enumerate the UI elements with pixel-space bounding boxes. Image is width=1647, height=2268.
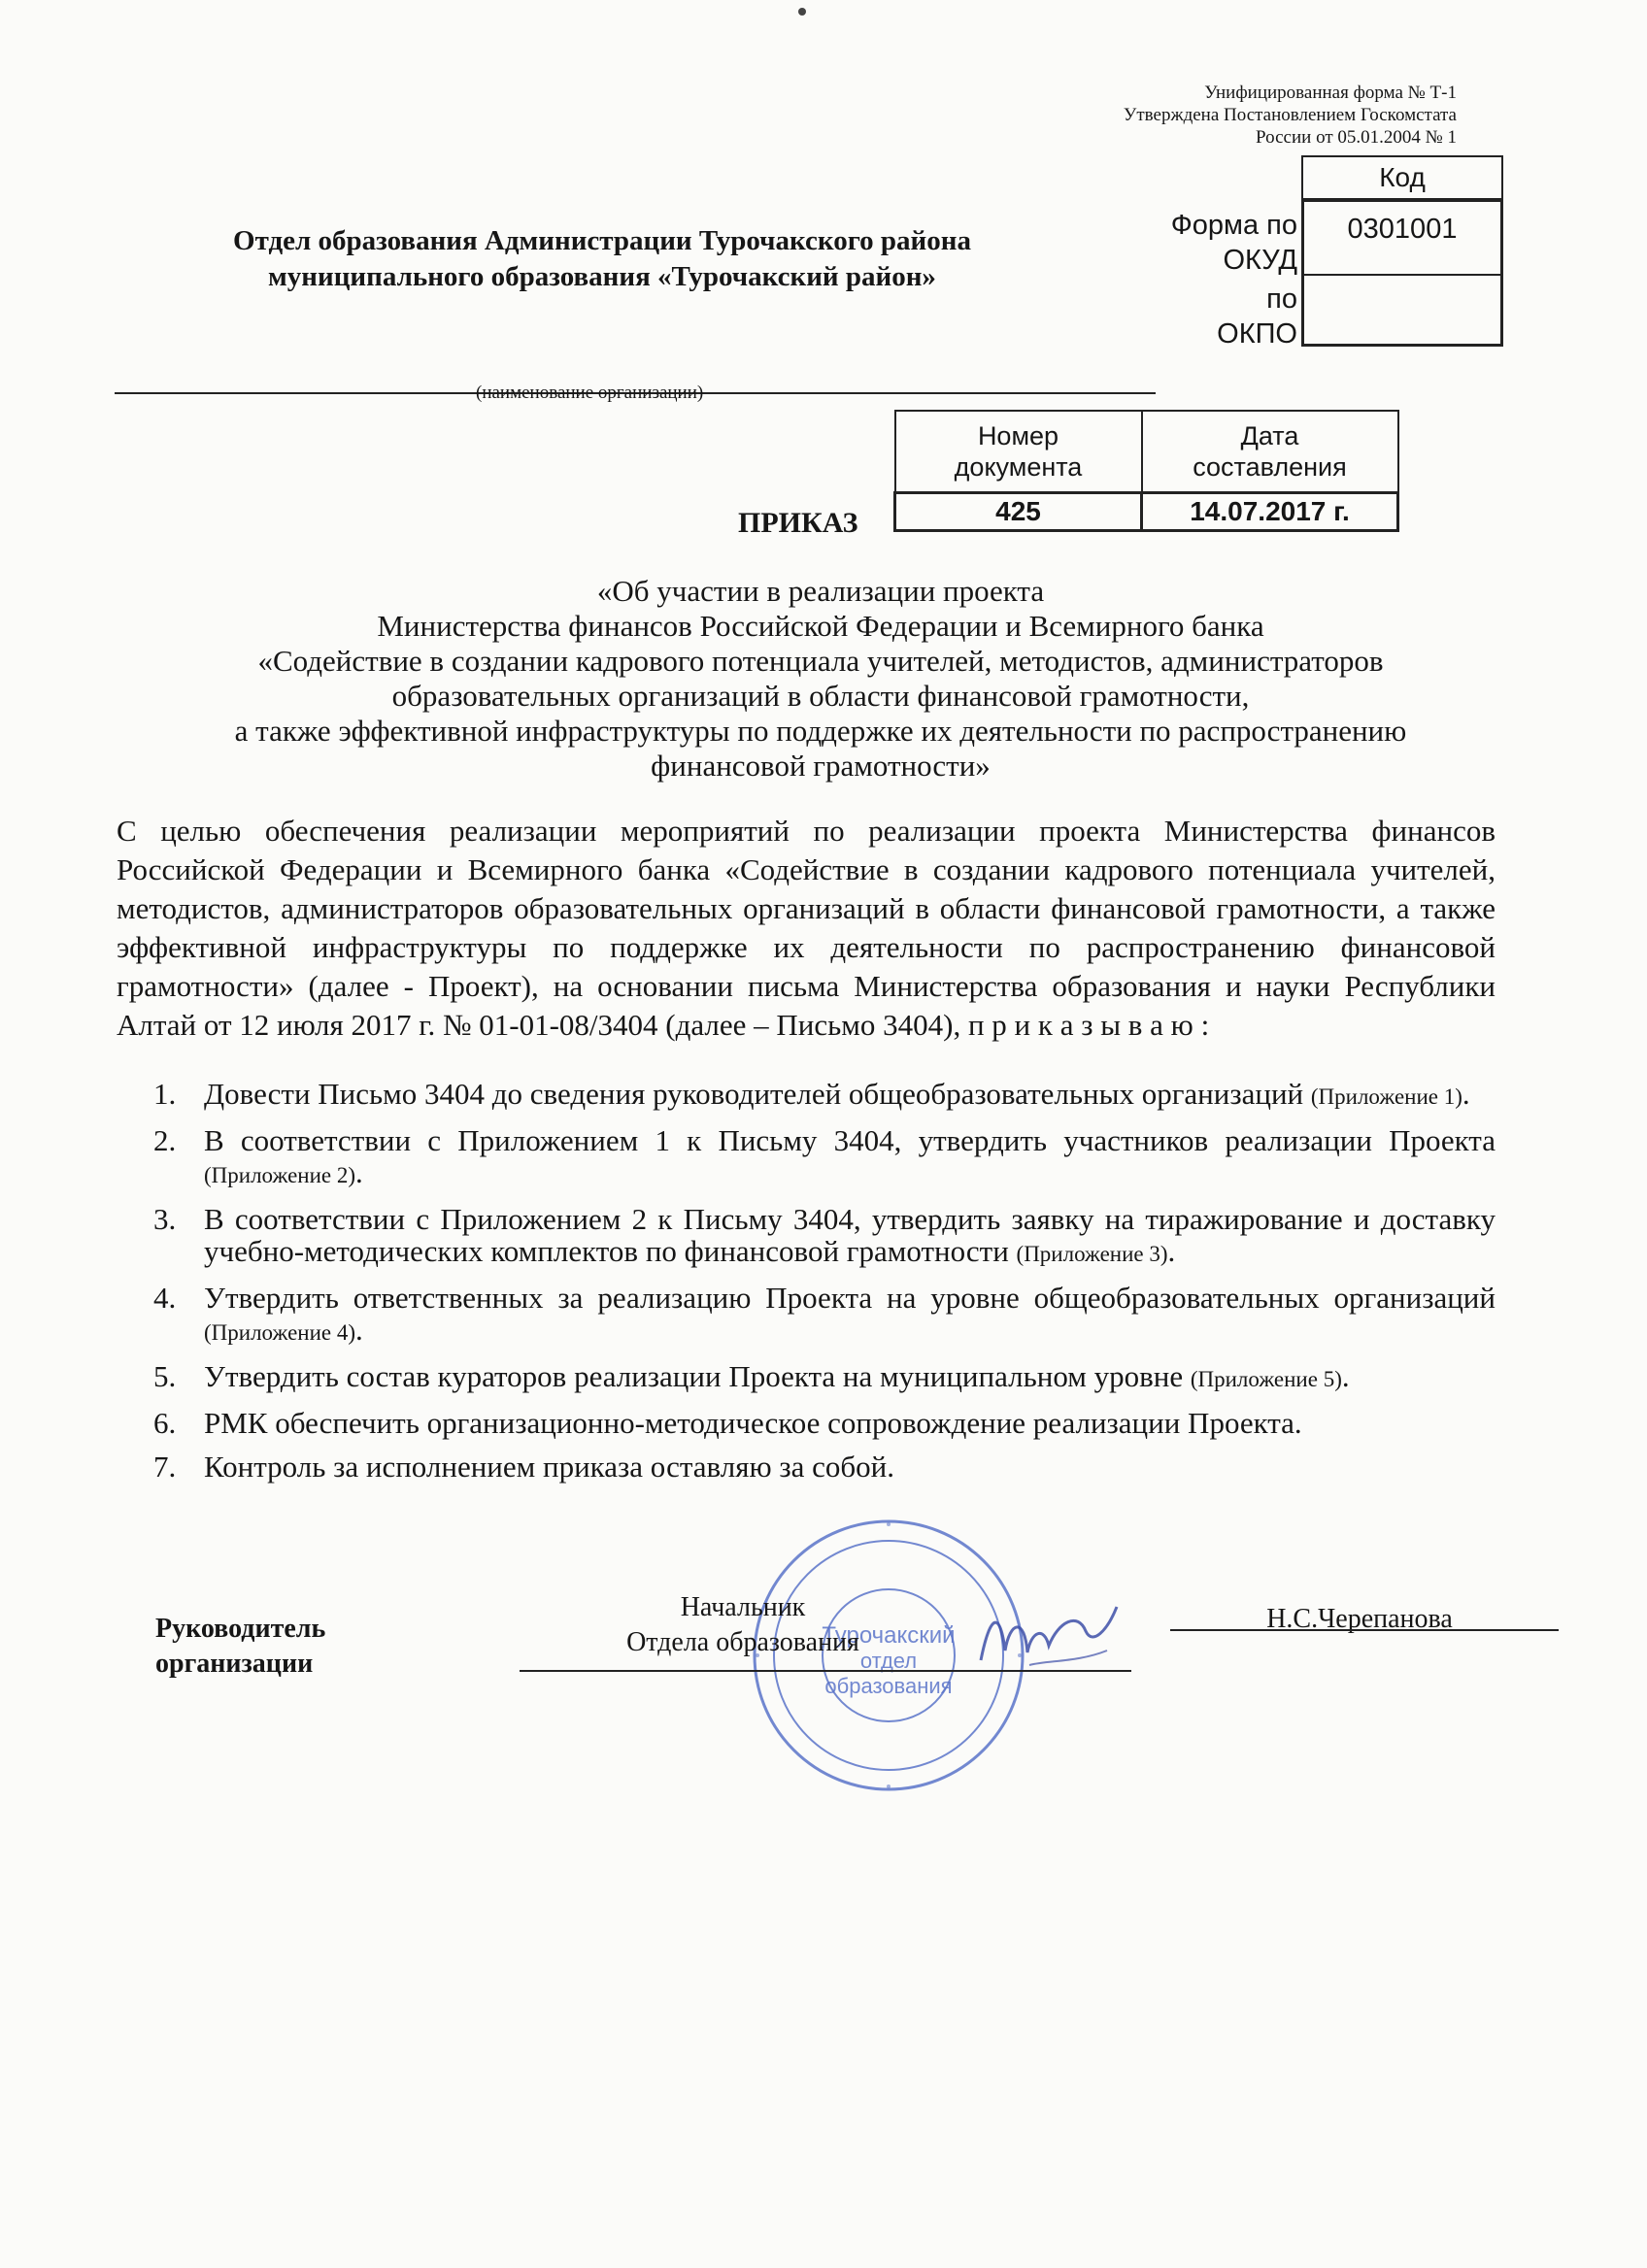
item-note: (Приложение 5) bbox=[1190, 1367, 1342, 1391]
item-number: 6. bbox=[153, 1406, 177, 1440]
signatory-position-line: Начальник bbox=[680, 1592, 806, 1622]
subject-line: «Содействие в создании кадрового потенциала учителей, методистов, администраторов bbox=[257, 644, 1384, 678]
date-header-line: составления bbox=[1193, 452, 1347, 482]
order-item bbox=[136, 1078, 1496, 1113]
order-item bbox=[136, 1203, 1496, 1270]
organization-name-line: Отдел образования Администрации Турочакского района bbox=[233, 225, 971, 256]
item-tail: . bbox=[1167, 1234, 1176, 1268]
subject-line: а также эффективной инфраструктуры по поддержке их деятельности по распространению bbox=[234, 714, 1407, 748]
okpo-value bbox=[1304, 276, 1500, 344]
subject-line: финансовой грамотности» bbox=[651, 749, 991, 783]
organization-caption: (наименование организации) bbox=[476, 383, 704, 403]
signatory-name: Н.С.Черепанова bbox=[1266, 1604, 1453, 1634]
order-item bbox=[136, 1124, 1496, 1191]
item-text: В соответствии с Приложением 1 к Письму 3404, утвердить участников реализации Проекта bbox=[204, 1123, 1496, 1157]
order-item bbox=[136, 1360, 1496, 1395]
item-tail: . bbox=[355, 1155, 363, 1189]
okud-value: 0301001 bbox=[1304, 202, 1500, 276]
item-text: Довести Письмо 3404 до сведения руководителей общеобразовательных организаций bbox=[204, 1077, 1311, 1111]
item-note: (Приложение 2) bbox=[204, 1163, 356, 1187]
scan-mark bbox=[798, 8, 806, 16]
item-text: Утвердить состав кураторов реализации Проекта на муниципальном уровне bbox=[204, 1359, 1191, 1393]
form-note-line: Утверждена Постановлением Госкомстата bbox=[1123, 105, 1457, 125]
form-note bbox=[1029, 82, 1457, 149]
item-number: 1. bbox=[153, 1077, 177, 1111]
stamp-center-line: отдел bbox=[859, 1649, 918, 1673]
okpo-label bbox=[1146, 282, 1297, 351]
item-number: 3. bbox=[153, 1202, 177, 1236]
date-header-line: Дата bbox=[1240, 421, 1299, 450]
document-number: 425 bbox=[895, 493, 1142, 531]
item-note: (Приложение 1) bbox=[1310, 1084, 1462, 1109]
document-info-table bbox=[893, 410, 1399, 532]
item-text: В соответствии с Приложением 2 к Письму 3404, утвердить заявку на тиражирование и доставку учебно-методических комплектов по финансовой грамотности bbox=[204, 1202, 1496, 1268]
subject-line: Министерства финансов Российской Федерации и Всемирного банка bbox=[377, 609, 1264, 643]
order-items bbox=[136, 1078, 1496, 1494]
date-header bbox=[1142, 411, 1398, 493]
subject-line: образовательных организаций в области финансовой грамотности, bbox=[391, 679, 1250, 713]
position-underline bbox=[520, 1670, 1131, 1672]
item-number: 4. bbox=[153, 1281, 177, 1315]
item-number: 2. bbox=[153, 1123, 177, 1157]
order-item bbox=[136, 1407, 1496, 1439]
okpo-label-line: ОКПО bbox=[1217, 318, 1297, 350]
okud-label-line: Форма по bbox=[1170, 210, 1297, 241]
number-header-line: документа bbox=[954, 452, 1083, 482]
document-date: 14.07.2017 г. bbox=[1142, 493, 1398, 531]
form-note-line: Унифицированная форма № Т-1 bbox=[1204, 83, 1457, 103]
item-tail: . bbox=[355, 1313, 363, 1347]
code-header: Код bbox=[1301, 155, 1503, 200]
organization-name bbox=[136, 223, 1068, 295]
item-note: (Приложение 3) bbox=[1016, 1242, 1168, 1266]
okud-label bbox=[1146, 208, 1297, 278]
item-text: Утвердить ответственных за реализацию Проекта на уровне общеобразовательных организаций bbox=[204, 1281, 1496, 1315]
number-header-line: Номер bbox=[977, 421, 1059, 450]
item-number: 5. bbox=[153, 1359, 177, 1393]
okud-label-line: ОКУД bbox=[1223, 245, 1297, 276]
code-cells bbox=[1301, 199, 1503, 347]
order-title: ПРИКАЗ bbox=[738, 507, 858, 539]
body-paragraph: С целью обеспечения реализации мероприятий по реализации проекта Министерства финансов Российской Федерации и Всемирного банка «Содействие в создании кадрового потенциала учителей, методистов, администраторов образовательных организаций в области финансовой грамотности, а также эффективной инфраструктуры по поддержке их деятельности по распространению финансовой грамотности» (далее - Проект), на основании письма Министерства образования и науки Республики Алтай от 12 июля 2017 г. № 01-01-08/3404 (далее – Письмо 3404), п р и к а з ы в а ю : bbox=[117, 814, 1496, 1042]
item-number: 7. bbox=[153, 1450, 177, 1484]
signatory-role bbox=[155, 1612, 325, 1682]
signatory-position-line: Отдела образования bbox=[626, 1627, 859, 1657]
okpo-label-line: по bbox=[1266, 284, 1297, 315]
item-note: (Приложение 4) bbox=[204, 1320, 356, 1345]
stamp-center-line: образования bbox=[824, 1674, 953, 1698]
subject-line: «Об участии в реализации проекта bbox=[596, 574, 1045, 608]
item-tail: . bbox=[1341, 1359, 1350, 1393]
order-item bbox=[136, 1451, 1496, 1483]
order-item bbox=[136, 1282, 1496, 1349]
signatory-position bbox=[524, 1590, 961, 1660]
organization-name-line: муниципального образования «Турочакский район» bbox=[268, 261, 936, 292]
signatory-role-line: Руководитель bbox=[155, 1614, 326, 1644]
signatory-role-line: организации bbox=[155, 1649, 314, 1679]
item-text: Контроль за исполнением приказа оставляю за собой. bbox=[204, 1450, 895, 1484]
name-underline bbox=[1170, 1629, 1559, 1631]
handwritten-signature bbox=[971, 1592, 1136, 1680]
form-note-line: России от 05.01.2004 № 1 bbox=[1256, 127, 1457, 148]
number-header bbox=[895, 411, 1142, 493]
item-tail: . bbox=[1462, 1077, 1470, 1111]
item-text: РМК обеспечить организационно-методическое сопровождение реализации Проекта. bbox=[204, 1406, 1302, 1440]
stamp-center-line: Турочакский bbox=[822, 1622, 956, 1649]
